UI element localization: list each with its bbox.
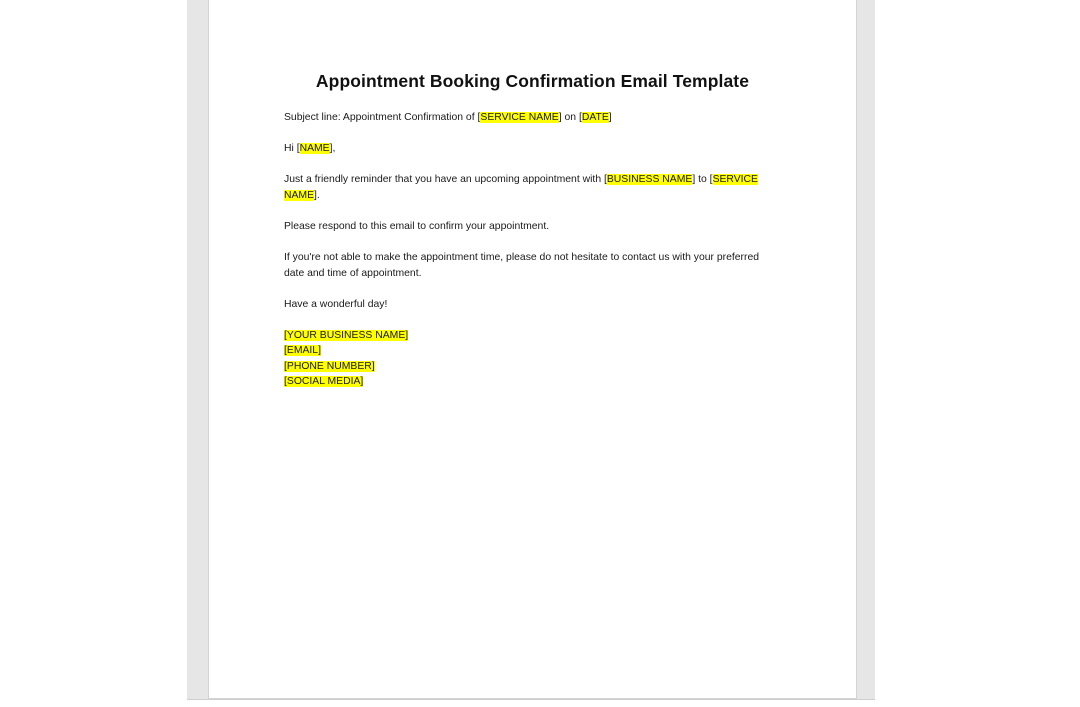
- name-placeholder: NAME: [299, 143, 330, 155]
- subject-bracket-open: [: [477, 112, 481, 123]
- subject-prefix: Subject line: Appointment Confirmation of: [284, 112, 478, 123]
- service-name-placeholder-part1: SERVICE: [712, 174, 758, 186]
- signature-business-name: [YOUR BUSINESS NAME]: [284, 330, 409, 342]
- reminder-mid: ] to [: [692, 174, 713, 186]
- reminder-prefix: Just a friendly reminder that you have an upcoming appointment with [: [284, 174, 607, 186]
- signature-social: [SOCIAL MEDIA]: [284, 376, 364, 388]
- greeting-line: [284, 141, 774, 156]
- signature-phone: [PHONE NUMBER]: [284, 360, 375, 372]
- document-page[interactable]: [208, 0, 857, 699]
- respond-paragraph: Please respond to this email to confirm your appointment.: [284, 221, 550, 233]
- reschedule-paragraph: If you're not able to make the appointment time, please do not hesitate to contact us with your preferred date and time of appointment.: [284, 252, 760, 279]
- subject-mid: ] on: [558, 112, 579, 123]
- greeting-prefix: Hi [: [284, 143, 300, 155]
- greeting-suffix: ],: [329, 143, 336, 155]
- signature-block: [284, 328, 774, 390]
- subject-bracket-open-2: [: [578, 112, 582, 123]
- signature-email: [EMAIL]: [284, 345, 321, 357]
- reminder-suffix: ].: [314, 189, 320, 201]
- email-body: [284, 110, 774, 405]
- reminder-paragraph: [284, 172, 774, 203]
- service-name-placeholder-part2: NAME: [284, 189, 315, 201]
- date-placeholder: DATE: [581, 112, 609, 123]
- service-name-placeholder: SERVICE NAME: [480, 112, 559, 123]
- closing-line: Have a wonderful day!: [284, 298, 388, 310]
- subject-line: [284, 110, 774, 125]
- document-title: Appointment Booking Confirmation Email Template: [315, 71, 750, 91]
- business-name-placeholder: BUSINESS NAME: [606, 174, 693, 186]
- subject-bracket-close: ]: [608, 112, 612, 123]
